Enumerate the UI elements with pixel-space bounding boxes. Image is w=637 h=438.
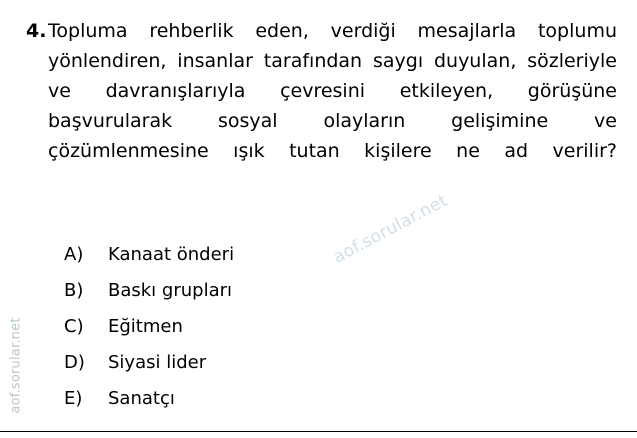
option-e-letter: E) — [64, 388, 83, 409]
question-text: Topluma rehberlik eden, verdiği mesajlarla toplumu yönlendiren, insanlar tarafından saygı duyulan, sözleriyle ve davranışlarıyla çevresini etkileyen, görüşüne başvurularak sosyal olayların gelişimine ve çözümlenmesine ışık tutan kişilere ne ad verilir? — [48, 20, 617, 162]
watermark-left — [6, 300, 26, 430]
options-list — [64, 243, 619, 423]
watermark-center-text: aof.sorular.net — [330, 190, 451, 268]
option-e-text: Sanatçı — [108, 388, 175, 409]
option-c[interactable] — [64, 315, 619, 339]
option-d-letter: D) — [64, 352, 85, 373]
option-a-text: Kanaat önderi — [108, 244, 235, 265]
option-c-letter: C) — [64, 316, 84, 337]
watermark-left-text: aof.sorular.net — [8, 316, 24, 414]
question-number: 4. — [26, 20, 47, 42]
option-c-text: Eğitmen — [108, 316, 183, 337]
option-a-letter: A) — [64, 244, 84, 265]
option-d-text: Siyasi lider — [108, 352, 207, 373]
option-d[interactable] — [64, 351, 619, 375]
option-b-letter: B) — [64, 280, 84, 301]
option-b[interactable] — [64, 279, 619, 303]
option-e[interactable] — [64, 387, 619, 411]
option-a[interactable] — [64, 243, 619, 267]
question-block — [18, 16, 619, 196]
option-b-text: Baskı grupları — [108, 280, 232, 301]
bottom-divider — [0, 431, 637, 432]
